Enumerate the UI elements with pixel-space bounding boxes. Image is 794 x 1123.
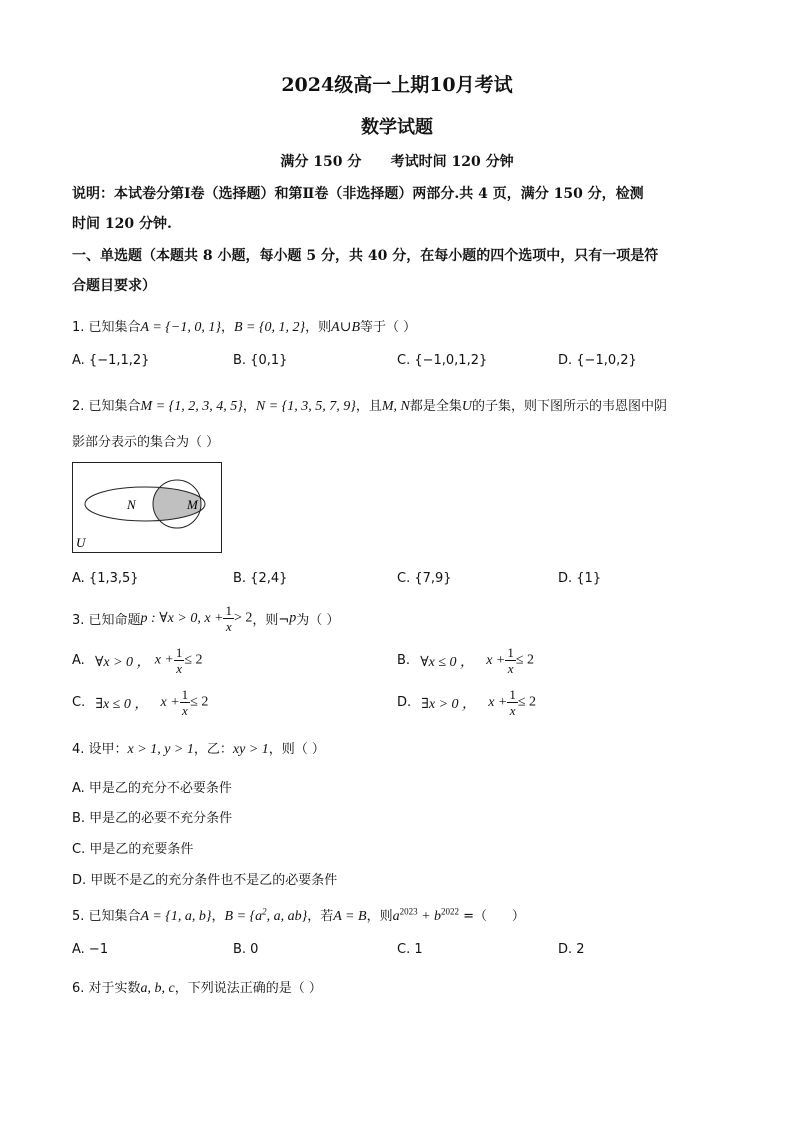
q1-prefix: 1. 已知集合: [72, 320, 141, 335]
q5-cond: A = B: [333, 909, 367, 924]
q2-option-b[interactable]: B. {2,4}: [233, 571, 288, 586]
q1-set-b: B = {0, 1, 2}: [233, 320, 306, 335]
q5-set-b-post: , a, ab}: [266, 909, 308, 924]
q2-suffix: 的子集，则下图所示的韦恩图中阴: [472, 399, 668, 414]
q1-option-c[interactable]: C. {−1,0,1,2}: [397, 353, 488, 368]
q3-option-b-num: 1: [507, 645, 514, 660]
q6-vars: a, b, c: [140, 981, 175, 996]
q4-option-b[interactable]: B. 甲是乙的必要不充分条件: [72, 811, 233, 826]
q3-option-a[interactable]: [72, 646, 203, 675]
q4-option-d[interactable]: D. 甲既不是乙的充分条件也不是乙的必要条件: [72, 873, 338, 888]
q3-gt2: > 2: [233, 610, 253, 626]
q5-set-a: A = {1, a, b}: [140, 909, 212, 924]
q1-mid: ，则: [305, 320, 332, 335]
instructions-line-1: 说明：本试卷分第Ⅰ卷（选择题）和第Ⅱ卷（非选择题）两部分.共 4 页，满分 150 分，检测: [72, 186, 644, 202]
q3-mid: ，则¬: [252, 613, 290, 628]
q5-tail: =（ ）: [459, 909, 525, 924]
instructions-line-2: 时间 120 分钟.: [72, 216, 172, 232]
q3-option-c-expr: x +: [160, 694, 180, 710]
q5-option-c[interactable]: C. 1: [397, 942, 423, 957]
q5-set-b-sup: 2: [262, 906, 267, 917]
q3-option-a-expr: x +: [154, 652, 174, 668]
q1-set-a: A = {−1, 0, 1}: [140, 320, 221, 335]
exam-title: 2024级高一上期10月考试: [281, 74, 513, 96]
q3-option-b-expr: x +: [486, 652, 506, 668]
q3-option-c-den: x: [182, 703, 188, 718]
score-time-line: 满分 150 分 考试时间 120 分钟: [280, 154, 514, 170]
q3-option-d[interactable]: [397, 688, 536, 717]
q3-option-a-label: A.: [72, 653, 85, 668]
q3-p-stmt: p : ∀x > 0, x +: [140, 611, 224, 626]
q1-sep: ，: [220, 320, 234, 335]
q5-option-b[interactable]: B. 0: [233, 942, 259, 957]
q3-option-b-label: B.: [397, 653, 411, 668]
q4-jia: x > 1, y > 1: [127, 742, 194, 757]
q3-option-b-fraction: [505, 646, 516, 675]
q5-exp2: 2022: [441, 906, 460, 917]
q3-option-c-rel: ≤ 2: [190, 694, 209, 710]
q3-option-a-rel: ≤ 2: [184, 652, 203, 668]
q5-exp1: 2023: [399, 906, 418, 917]
question-4: [72, 738, 325, 758]
question-3: [72, 604, 339, 633]
section-heading-line-1: 一、单选题（本题共 8 小题，每小题 5 分，共 40 分，在每小题的四个选项中，只有一项是符: [72, 248, 659, 264]
q2-u: U: [461, 399, 473, 414]
section-heading-line-2: 合题目要求）: [72, 278, 156, 294]
q4-option-a[interactable]: A. 甲是乙的充分不必要条件: [72, 781, 232, 796]
q5-mid2: ，则: [366, 909, 393, 924]
q3-option-a-fraction: [174, 646, 185, 675]
q3-p: p: [289, 610, 297, 626]
q3-fraction: [223, 604, 234, 633]
q5-mid: ，若: [307, 909, 334, 924]
q3-option-b-rel: ≤ 2: [515, 652, 535, 668]
q2-mid2: 都是全集: [409, 399, 462, 414]
question-2-line-1: [72, 395, 667, 415]
question-5: [72, 905, 525, 925]
q2-set-n: N = {1, 3, 5, 7, 9}: [255, 399, 356, 414]
q1-option-d[interactable]: D. {−1,0,2}: [558, 353, 637, 368]
q3-option-c[interactable]: [72, 688, 208, 717]
venn-diagram: [72, 462, 222, 553]
q3-frac-den: x: [225, 619, 232, 634]
q5-set-b: [224, 906, 308, 924]
q3-suffix: 为（ ）: [296, 613, 340, 628]
q1-suffix: 等于（ ）: [360, 320, 417, 335]
q3-option-d-fraction: [507, 688, 518, 717]
q2-set-m: M = {1, 2, 3, 4, 5}: [140, 399, 243, 414]
q5-option-d[interactable]: D. 2: [558, 942, 585, 957]
q3-prefix: 3. 已知命题: [72, 613, 141, 628]
q3-option-c-quant: ∃x ≤ 0 ，: [95, 696, 149, 712]
q6-prefix: 6. 对于实数: [72, 981, 141, 996]
q1-option-b[interactable]: B. {0,1}: [233, 353, 288, 368]
q2-option-d[interactable]: D. {1}: [558, 571, 602, 586]
venn-label-u: U: [76, 535, 86, 550]
q3-option-d-num: 1: [509, 687, 516, 702]
q2-prefix: 2. 已知集合: [72, 399, 141, 414]
q3-option-d-quant: ∃x > 0 ，: [421, 696, 477, 712]
q3-option-b-den: x: [507, 661, 514, 676]
q3-option-a-quant: ∀x > 0 ，: [94, 654, 151, 670]
q1-option-a[interactable]: A. {−1,1,2}: [72, 353, 150, 368]
q3-option-c-num: 1: [181, 687, 189, 702]
q2-sep: ，: [242, 399, 256, 414]
q3-frac-num: 1: [225, 603, 232, 618]
q4-suffix: ，则（ ）: [268, 742, 325, 757]
q3-option-a-den: x: [176, 661, 183, 676]
question-2-line-2: 影部分表示的集合为（ ）: [72, 435, 220, 450]
q3-option-d-expr: x +: [488, 694, 508, 710]
q5-base1: a: [392, 909, 400, 924]
q3-option-d-rel: ≤ 2: [517, 694, 537, 710]
venn-label-m: M: [187, 497, 198, 512]
q5-plus: + b: [417, 909, 442, 924]
q3-option-c-label: C.: [72, 695, 86, 710]
q5-option-a[interactable]: A. −1: [72, 942, 109, 957]
q4-option-c[interactable]: C. 甲是乙的充要条件: [72, 842, 194, 857]
q3-option-c-fraction: [180, 688, 191, 717]
q2-mn: M, N: [381, 399, 410, 414]
q3-option-d-label: D.: [397, 695, 412, 710]
q3-option-d-den: x: [509, 703, 516, 718]
question-1: [72, 316, 416, 336]
q2-option-c[interactable]: C. {7,9}: [397, 571, 452, 586]
q3-option-a-num: 1: [175, 645, 183, 660]
question-6: [72, 977, 322, 997]
q5-sep: ，: [211, 909, 225, 924]
q5-set-b-pre: B = {a: [224, 909, 263, 924]
q4-mid: ，乙：: [193, 742, 233, 757]
q1-expr: A∪B: [331, 320, 361, 335]
q3-option-b[interactable]: [397, 646, 534, 675]
q6-suffix: ，下列说法正确的是（ ）: [174, 981, 322, 996]
exam-subject: 数学试题: [361, 117, 433, 138]
venn-label-n: N: [127, 497, 136, 512]
q3-option-b-quant: ∀x ≤ 0 ，: [420, 654, 475, 670]
q5-expr: [392, 906, 460, 924]
q4-yi: xy > 1: [232, 742, 269, 757]
q2-option-a[interactable]: A. {1,3,5}: [72, 571, 139, 586]
q5-prefix: 5. 已知集合: [72, 909, 141, 924]
q4-prefix: 4. 设甲：: [72, 742, 128, 757]
q2-mid: ，且: [355, 399, 382, 414]
